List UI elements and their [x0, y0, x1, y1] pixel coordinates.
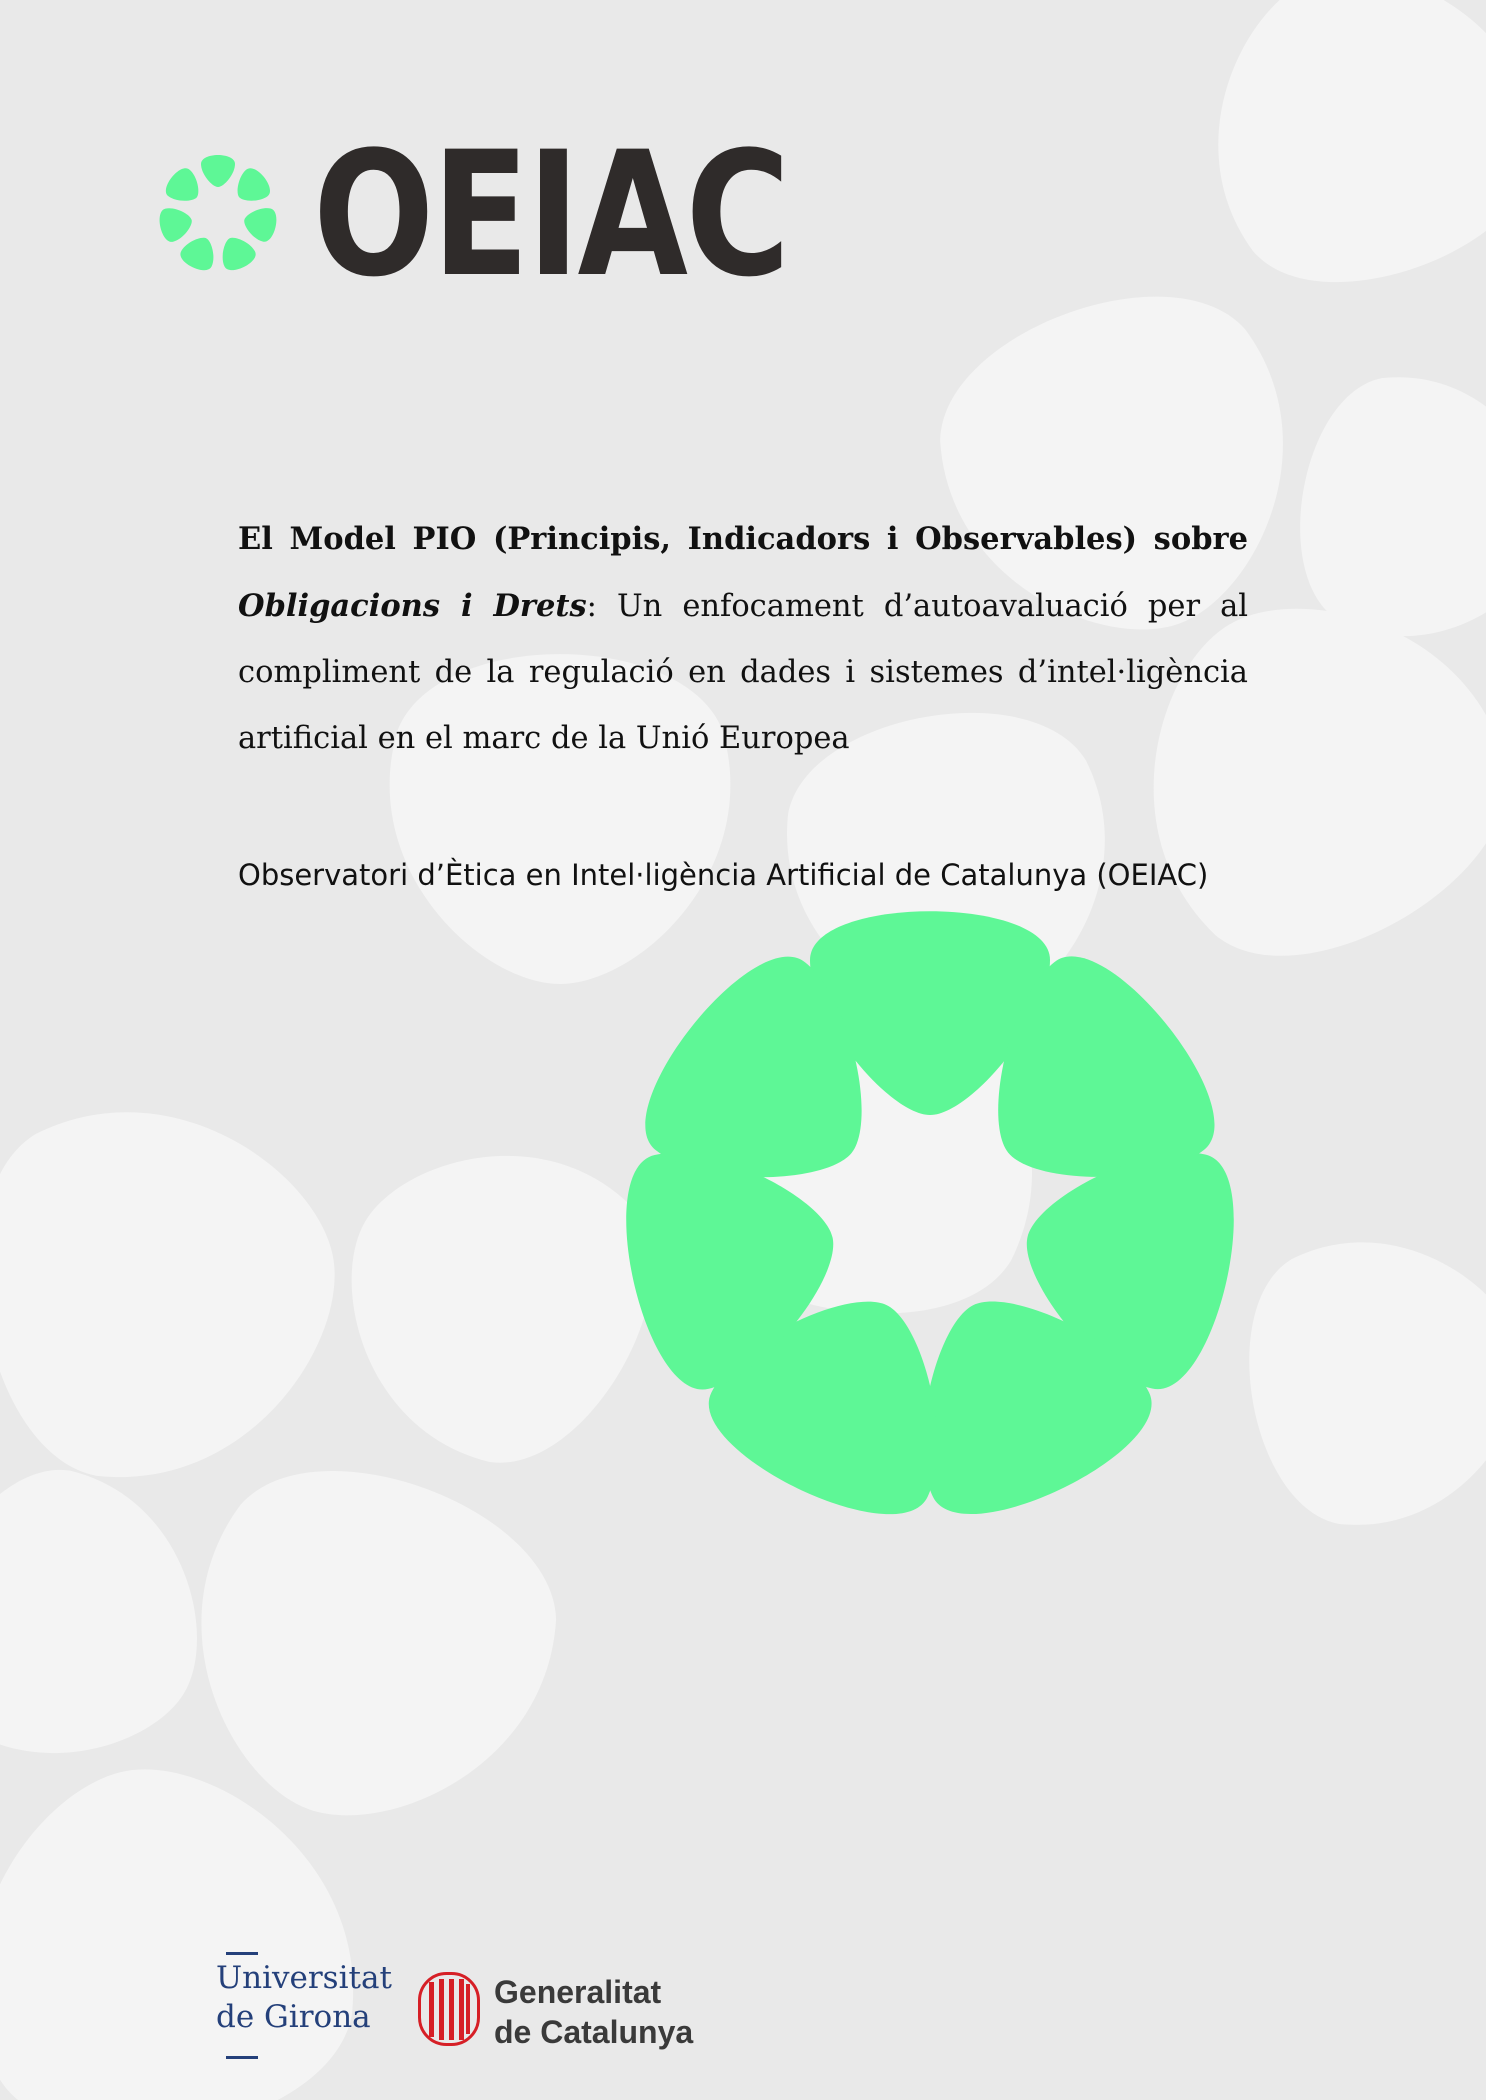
oeiac-logo [148, 114, 788, 315]
generalitat-line2: de Catalunya [494, 2014, 694, 2050]
universitat-de-girona-logo [216, 1952, 406, 2072]
title-bold-part: El Model PIO (Principis, Indicadors i Observables) sobre [238, 521, 1248, 557]
title-rest: : Un enfocament d’autoavaluació per al compliment de la regulació en dades i sistemes d’intel·ligència artificial en el marc de la Unió Europea [238, 589, 1249, 756]
udg-line1: Universitat [216, 1960, 392, 1996]
title-italic-part: Obligacions i Drets [238, 588, 587, 624]
generalitat-line1: Generalitat [494, 1974, 662, 2010]
brand-name: OEIAC [313, 114, 788, 315]
udg-bottom-bar [226, 2056, 258, 2059]
oeiac-flower-logo-icon [148, 144, 288, 284]
catalan-flag-emblem-icon [418, 1972, 480, 2046]
author-line: Observatori d’Ètica en Intel·ligència Artificial de Catalunya (OEIAC) [238, 858, 1209, 892]
generalitat-de-catalunya-logo [418, 1972, 738, 2052]
udg-top-bar [226, 1952, 258, 1955]
udg-line2: de Girona [216, 1999, 371, 2035]
document-title [238, 506, 1248, 772]
